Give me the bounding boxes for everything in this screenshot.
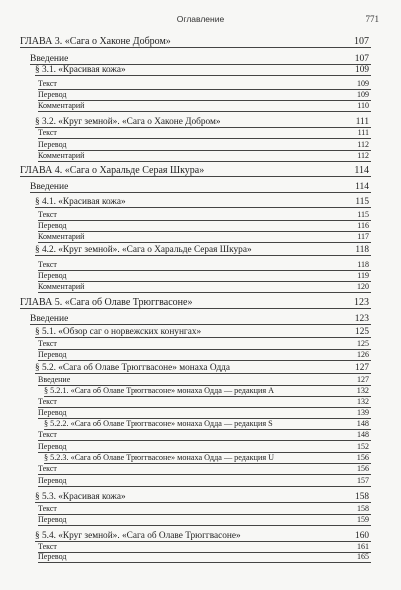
toc-entry-label: Комментарий [38, 151, 85, 160]
toc-entry-label: Текст [38, 397, 57, 406]
toc-entry-page: 118 [357, 260, 369, 269]
leader-rule [38, 525, 371, 526]
toc-entry [0, 313, 401, 325]
toc-entry-label: Текст [38, 79, 57, 88]
toc-entry [0, 297, 401, 309]
leader-rule [38, 242, 371, 243]
toc-entry [0, 36, 401, 48]
toc-entry-label: § 5.2.1. «Сага об Олаве Трюггвасоне» монаха Одда — редакция A [44, 386, 275, 395]
toc-entry-page: 115 [357, 210, 369, 219]
toc-entry-page: 125 [357, 339, 369, 348]
toc-entry-page: 152 [357, 442, 369, 451]
toc-entry [0, 165, 401, 177]
toc-entry [0, 362, 401, 374]
toc-entry-page: 159 [357, 515, 369, 524]
toc-entry [0, 127, 401, 139]
toc-entry-label: § 5.1. «Обзор саг о норвежских конунгах» [35, 327, 202, 337]
toc-entry [0, 429, 401, 441]
toc-entry-page: 112 [357, 151, 369, 160]
toc-entry [0, 463, 401, 475]
toc-entry-page: 120 [357, 282, 369, 291]
toc-entry-page: 157 [357, 476, 369, 485]
toc-entry-label: Текст [38, 542, 57, 551]
toc-entry [0, 100, 401, 112]
toc-entry-page: 160 [355, 531, 369, 541]
toc-entry-page: 111 [357, 128, 369, 137]
toc-entry-label: Комментарий [38, 101, 85, 110]
toc-entry-page: 114 [354, 165, 369, 176]
toc-entry-label: Перевод [38, 515, 67, 524]
toc-entry-page: 127 [355, 363, 369, 373]
toc-entry-label: § 5.4. «Круг земной». «Сага об Олаве Трюггвасоне» [35, 531, 241, 541]
toc-entry-page: 125 [355, 327, 369, 337]
toc-entry-label: § 3.2. «Круг земной». «Сага о Хаконе Добром» [35, 117, 221, 127]
toc-entry-page: 161 [357, 542, 369, 551]
toc-entry-label: Введение [38, 375, 71, 384]
toc-entry-label: Перевод [38, 271, 67, 280]
toc-entry [0, 244, 401, 256]
leader-rule [30, 324, 371, 325]
toc-entry [0, 491, 401, 503]
toc-entry-label: Комментарий [38, 282, 85, 291]
toc-entry-label: Введение [30, 314, 69, 324]
toc-entry-label: Текст [38, 464, 57, 473]
toc-entry-page: 107 [354, 36, 369, 47]
toc-entry [0, 64, 401, 76]
toc-entry-label: Перевод [38, 552, 67, 561]
toc-entry-page: 109 [357, 90, 369, 99]
leader-rule [38, 360, 371, 361]
toc-entry-page: 127 [357, 375, 369, 384]
toc-entry-page: 117 [357, 232, 369, 241]
toc-entry-label: Текст [38, 260, 57, 269]
toc-entry [0, 196, 401, 208]
toc-entry-label: § 5.2.3. «Сага об Олаве Трюггвасоне» монаха Одда — редакция U [44, 453, 275, 462]
toc-entry-label: § 5.2.2. «Сага об Олаве Трюггвасоне» монаха Одда — редакция S [44, 419, 273, 428]
toc-entry-page: 111 [355, 117, 369, 127]
toc-entry-label: § 4.1. «Красивая кожа» [35, 197, 126, 207]
toc-entry-page: 156 [356, 453, 369, 462]
toc-entry [0, 231, 401, 243]
toc-entry-page: 139 [357, 408, 369, 417]
toc-entry-label: Текст [38, 504, 57, 513]
toc-entry-page: 112 [357, 140, 369, 149]
toc-entry [0, 281, 401, 293]
toc-entry [0, 181, 401, 193]
page-number: 771 [365, 14, 379, 24]
toc-entry-label: Комментарий [38, 232, 85, 241]
toc-entry-page: 148 [357, 430, 369, 439]
toc-entry-label: ГЛАВА 3. «Сага о Хаконе Добром» [20, 36, 171, 47]
toc-entry-label: Введение [30, 182, 69, 192]
toc-entry-page: 123 [354, 314, 369, 324]
toc-entry-label: Введение [30, 54, 69, 64]
toc-entry-label: § 5.2. «Сага об Олаве Трюггвасоне» монаха Одда [35, 363, 231, 373]
toc-entry-label: Перевод [38, 350, 67, 359]
toc-entry-page: 132 [356, 386, 369, 395]
toc-entry [0, 150, 401, 162]
toc-entry [0, 514, 401, 526]
leader-rule [38, 161, 371, 162]
toc-entry-label: Перевод [38, 442, 67, 451]
toc-entry-page: 158 [355, 492, 369, 502]
toc-entry-label: Перевод [38, 90, 67, 99]
toc-entry-label: Перевод [38, 476, 67, 485]
toc-entry-label: ГЛАВА 5. «Сага об Олаве Трюггвасоне» [20, 297, 193, 308]
toc-entry-page: 119 [357, 271, 369, 280]
running-title: Оглавление [176, 14, 225, 24]
leader-rule [30, 192, 371, 193]
toc-entry [0, 326, 401, 338]
toc-entry-label: § 3.1. «Красивая кожа» [35, 65, 126, 75]
toc-entry-page: 116 [357, 221, 369, 230]
toc-entry-page: 109 [355, 65, 369, 75]
toc-entry-label: Текст [38, 339, 57, 348]
toc-entry [0, 349, 401, 361]
toc-entry-page: 158 [357, 504, 369, 513]
toc-entry-label: Текст [38, 128, 57, 137]
toc-entry-page: 132 [357, 397, 369, 406]
leader-rule [38, 292, 371, 293]
toc-entry-page: 118 [355, 245, 369, 255]
leader-rule [38, 111, 371, 112]
toc-entry [0, 475, 401, 487]
toc-entry-page: 148 [356, 419, 369, 428]
toc-entry-label: ГЛАВА 4. «Сага о Харальде Серая Шкура» [20, 165, 205, 176]
leader-rule [38, 486, 371, 487]
leader-rule [38, 562, 371, 563]
toc-entry-page: 107 [354, 54, 369, 64]
toc-entry [0, 551, 401, 563]
toc-entry-label: § 5.3. «Красивая кожа» [35, 492, 126, 502]
toc-entry-page: 123 [354, 297, 369, 308]
toc-entry-page: 110 [357, 101, 369, 110]
toc-entry-label: Перевод [38, 140, 67, 149]
toc-entry-label: Перевод [38, 221, 67, 230]
toc-entry-page: 156 [357, 464, 369, 473]
toc-entry-label: Перевод [38, 408, 67, 417]
toc-entry-page: 126 [357, 350, 369, 359]
toc-entry-label: § 4.2. «Круг земной». «Сага о Харальде Серая Шкура» [35, 245, 252, 255]
toc-entry-page: 115 [355, 197, 369, 207]
toc-entry-label: Текст [38, 430, 57, 439]
toc-entry-page: 109 [357, 79, 369, 88]
toc-entry-page: 165 [357, 552, 369, 561]
toc-entry-page: 114 [355, 182, 369, 192]
toc-entry-label: Текст [38, 210, 57, 219]
